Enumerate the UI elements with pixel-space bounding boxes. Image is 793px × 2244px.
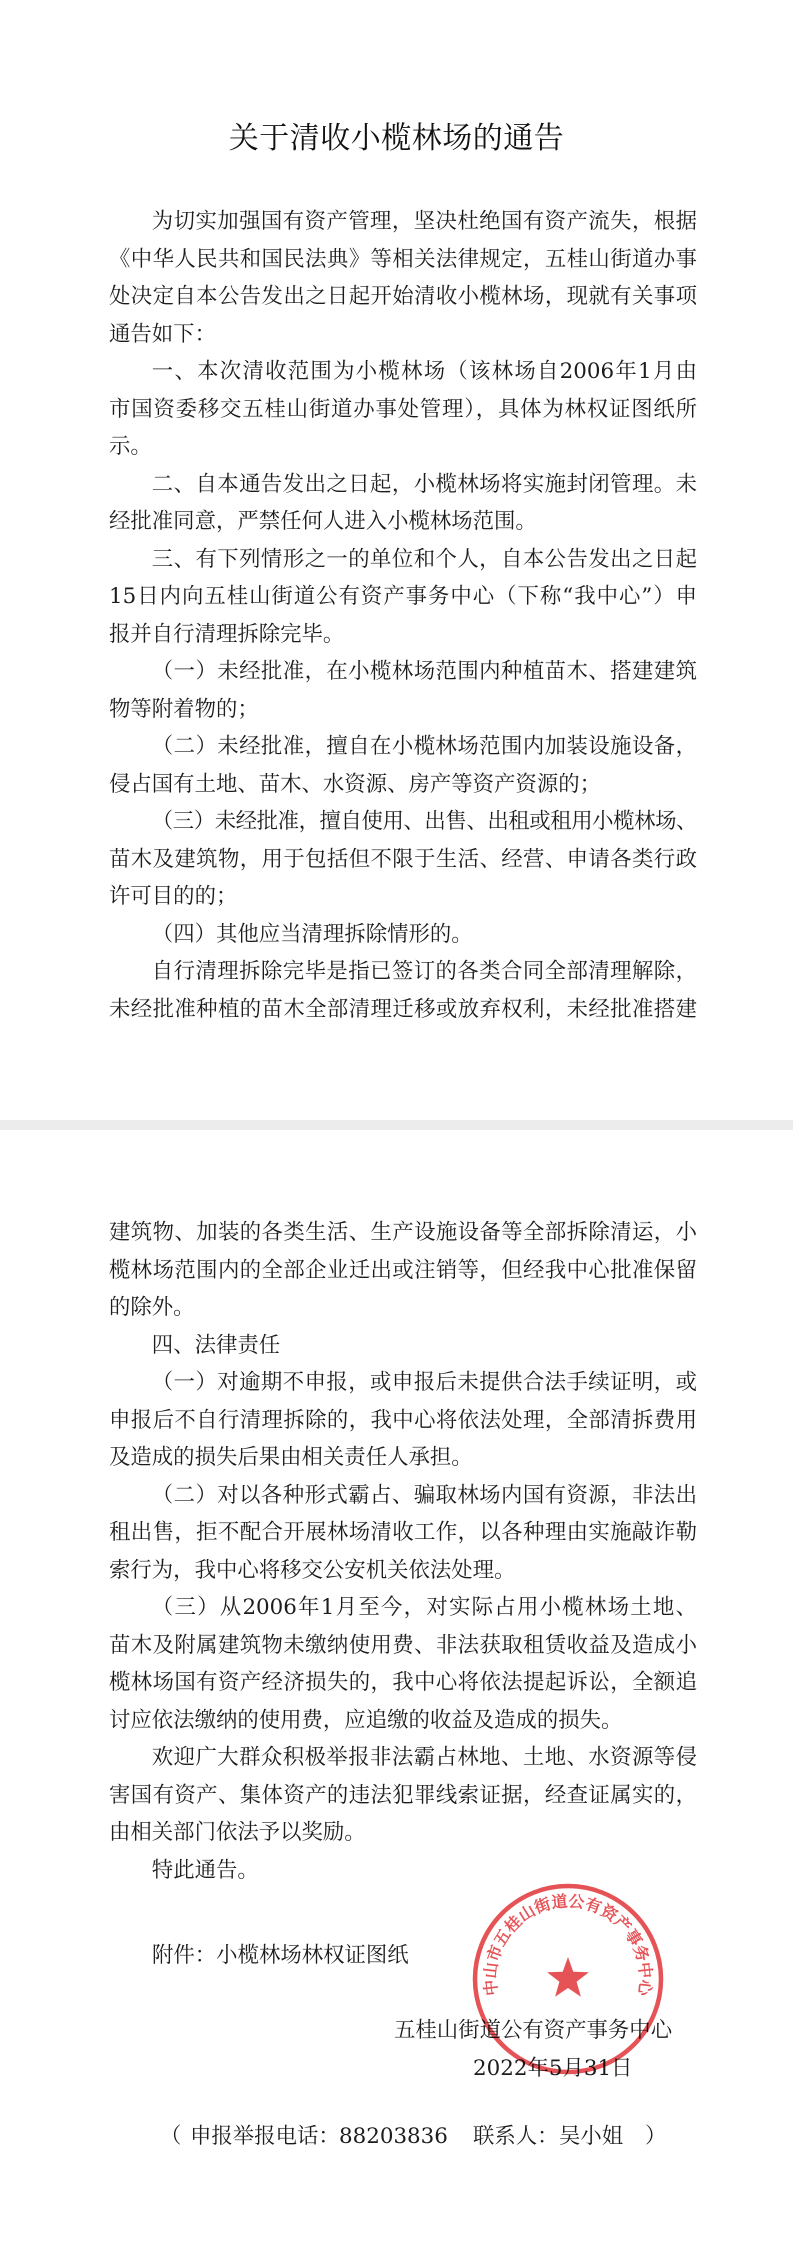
body-line: 处决定自本公告发出之日起开始清收小榄林场，现就有关事项 bbox=[109, 284, 697, 309]
clause-4-item-2 bbox=[109, 1477, 697, 1590]
body-line: 的除外。 bbox=[109, 1295, 195, 1320]
clause-3-declaration bbox=[109, 541, 697, 654]
body-line: （三）从2006年1月至今，对实际占用小榄林场土地、 bbox=[151, 1595, 697, 1620]
clause-4-heading bbox=[109, 1327, 697, 1365]
body-line: 租出售，拒不配合开展林场清收工作，以各种理由实施敲诈勒 bbox=[109, 1520, 697, 1545]
body-line: 一、本次清收范围为小榄林场（该林场自2006年1月由 bbox=[151, 359, 697, 384]
clause-3-item-3 bbox=[109, 803, 697, 916]
body-line: 苗木及建筑物，用于包括但不限于生活、经营、申请各类行政 bbox=[109, 846, 697, 872]
body-line: 索行为，我中心将移交公安机关依法处理。 bbox=[109, 1557, 516, 1583]
body-line: 《中华人民共和国民法典》等相关法律规定，五桂山街道办事 bbox=[109, 246, 697, 272]
footer-open-paren: （ bbox=[160, 2124, 182, 2149]
phone-label: 申报举报电话： bbox=[190, 2124, 340, 2149]
clause-4-item-3 bbox=[109, 1589, 697, 1739]
body-line: 经批准同意，严禁任何人进入小榄林场范围。 bbox=[109, 509, 537, 534]
body-line: （二）对以各种形式霸占、骗取林场内国有资源，非法出 bbox=[151, 1482, 697, 1508]
notice-body-page-2 bbox=[109, 1214, 697, 1889]
body-line: （一）未经批准，在小榄林场范围内种植苗木、搭建建筑 bbox=[151, 659, 697, 684]
notice-title: 关于清收小榄林场的通告 bbox=[228, 121, 565, 156]
body-line: 为切实加强国有资产管理，坚决杜绝国有资产流失，根据 bbox=[151, 209, 697, 234]
body-line: 苗木及附属建筑物未缴纳使用费、非法获取租赁收益及造成小 bbox=[109, 1632, 697, 1658]
body-line: 特此通告。 bbox=[151, 1857, 259, 1883]
clause-1-scope bbox=[109, 353, 697, 466]
page-break bbox=[0, 1120, 793, 1130]
footer-close-paren: ） bbox=[645, 2124, 667, 2149]
clause-3-item-2 bbox=[109, 728, 697, 803]
body-line: 建筑物、加装的各类生活、生产设施设备等全部拆除清运，小 bbox=[109, 1220, 697, 1245]
body-line: 二、自本通告发出之日起，小榄林场将实施封闭管理。未 bbox=[151, 471, 697, 497]
intro-paragraph bbox=[109, 203, 697, 353]
body-line: 欢迎广大群众积极举报非法霸占林地、土地、水资源等侵 bbox=[151, 1745, 697, 1770]
clearance-definition-continued bbox=[109, 1214, 697, 1327]
body-line: 讨应依法缴纳的使用费，应追缴的收益及造成的损失。 bbox=[109, 1707, 623, 1733]
issuer-signature: 五桂山街道公有资产事务中心 bbox=[394, 2018, 673, 2043]
body-line: 由相关部门依法予以奖励。 bbox=[109, 1820, 366, 1845]
body-line: 害国有资产、集体资产的违法犯罪线索证据，经查证属实的， bbox=[109, 1782, 697, 1808]
contact-label: 联系人： bbox=[473, 2124, 559, 2149]
body-line: （四）其他应当清理拆除情形的。 bbox=[151, 921, 473, 947]
clearance-definition bbox=[109, 953, 697, 1028]
body-line: 报并自行清理拆除完毕。 bbox=[109, 621, 345, 647]
body-line: 通告如下： bbox=[109, 321, 216, 347]
body-line: 及造成的损失后果由相关责任人承担。 bbox=[109, 1445, 473, 1470]
body-line: 市国资委移交五桂山街道办事处管理），具体为林权证图纸所 bbox=[109, 396, 697, 422]
star-icon bbox=[547, 1957, 589, 1997]
official-seal bbox=[468, 1879, 668, 2079]
clause-3-item-4 bbox=[109, 916, 697, 954]
body-line: （一）对逾期不申报，或申报后未提供合法手续证明，或 bbox=[151, 1370, 697, 1395]
attachment-note: 附件：小榄林场林权证图纸 bbox=[152, 1943, 409, 1968]
issue-date: 2022年5月31日 bbox=[473, 2056, 633, 2081]
body-line: 三、有下列情形之一的单位和个人，自本公告发出之日起 bbox=[151, 546, 697, 572]
body-line: 许可目的的； bbox=[109, 884, 238, 909]
body-line: 示。 bbox=[109, 434, 152, 459]
body-line: （二）未经批准，擅自在小榄林场范围内加装设施设备， bbox=[151, 734, 697, 759]
clause-2-closure bbox=[109, 466, 697, 541]
reporting-encouragement bbox=[109, 1739, 697, 1852]
contact-footer bbox=[0, 2118, 793, 2156]
seal-rim-textpath: 中山市五桂山街道公有资产事务中心 bbox=[480, 1891, 656, 1997]
body-line: 榄林场国有资产经济损失的，我中心将依法提起诉讼，全额追 bbox=[109, 1670, 697, 1695]
body-line: 自行清理拆除完毕是指已签订的各类合同全部清理解除， bbox=[151, 959, 697, 984]
body-line: 物等附着物的； bbox=[109, 696, 259, 722]
clause-3-item-1 bbox=[109, 653, 697, 728]
phone-number: 88203836 bbox=[339, 2124, 448, 2149]
clause-4-item-1 bbox=[109, 1364, 697, 1477]
contact-name: 吴小姐 bbox=[559, 2124, 624, 2149]
body-line: 15日内向五桂山街道公有资产事务中心（下称“我中心”）申 bbox=[109, 584, 697, 609]
body-line: 侵占国有土地、苗木、水资源、房产等资产资源的； bbox=[109, 771, 601, 797]
body-line: 四、法律责任 bbox=[151, 1332, 281, 1358]
body-line: 申报后不自行清理拆除的，我中心将依法处理，全部清拆费用 bbox=[109, 1407, 697, 1433]
body-line: 榄林场范围内的全部企业迁出或注销等，但经我中心批准保留 bbox=[109, 1257, 697, 1283]
body-line: （三）未经批准，擅自使用、出售、出租或租用小榄林场、 bbox=[151, 809, 697, 834]
body-line: 未经批准种植的苗木全部清理迁移或放弃权利，未经批准搭建 bbox=[109, 996, 697, 1022]
notice-body-page-1 bbox=[109, 203, 697, 1028]
